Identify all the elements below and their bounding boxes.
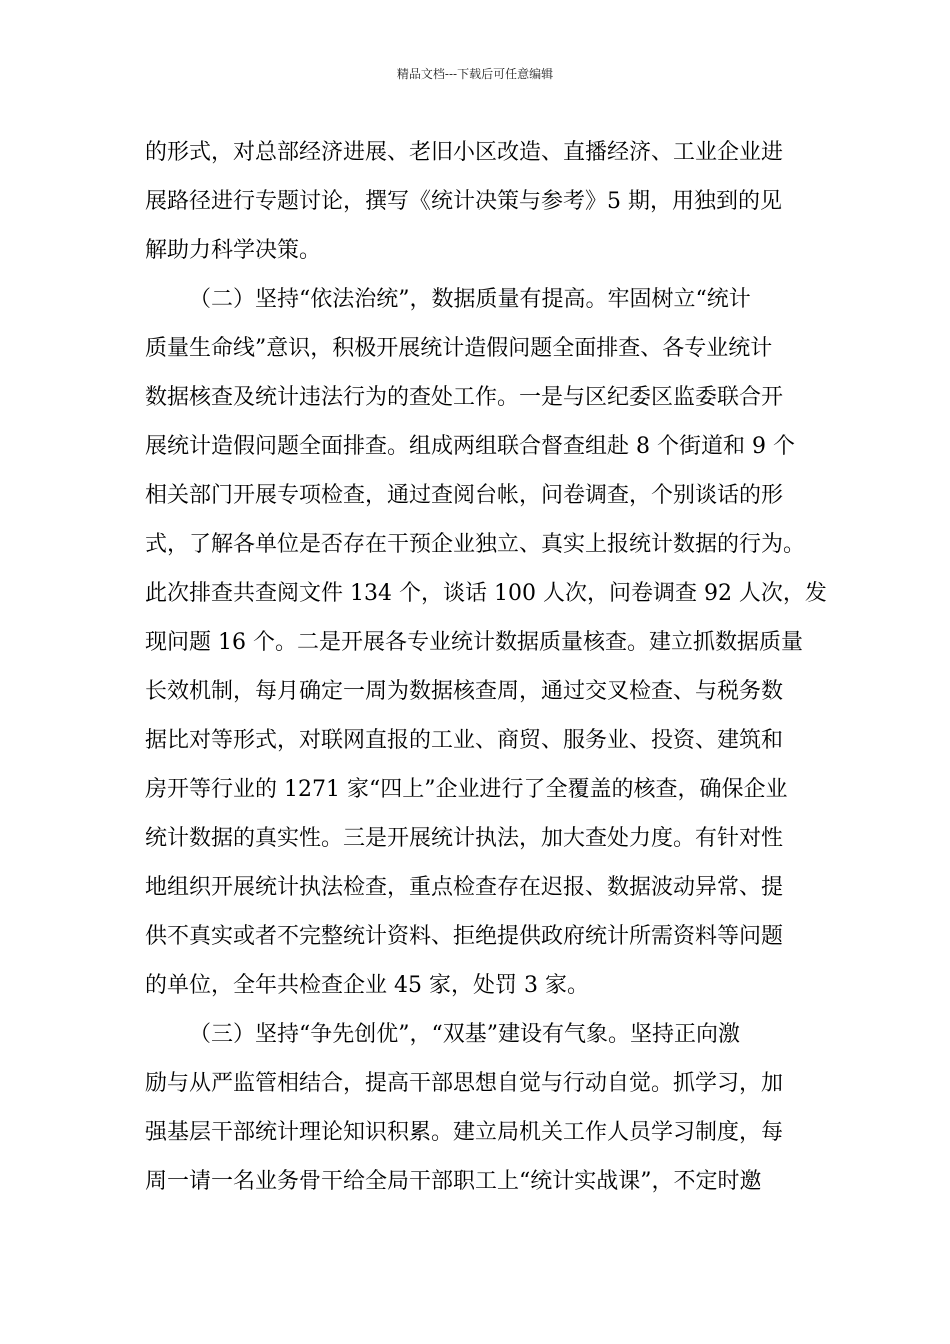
document-body [145, 128, 827, 1206]
page-header: 精品文档---下载后可任意编辑 [396, 67, 554, 81]
text-line: 的单位，全年共检查企业 45 家，处罚 3 家。 [145, 973, 589, 998]
paragraph-3 [145, 1010, 810, 1206]
text-line: 周一请一名业务骨干给全局干部职工上“统计实战课”，不定时邀 [145, 1169, 762, 1194]
text-line: 地组织开展统计执法检查，重点检查存在迟报、数据波动异常、提 [145, 875, 784, 900]
paragraph-2 [145, 275, 827, 1010]
text-line: 此次排查共查阅文件 134 个，谈话 100 人次，问卷调查 92 人次，发 [145, 581, 827, 606]
text-line: 据比对等形式，对联网直报的工业、商贸、服务业、投资、建筑和 [145, 728, 784, 753]
text-line: 长效机制，每月确定一周为数据核查周，通过交叉检查、与税务数 [145, 679, 784, 704]
text-line: （二）坚持“依法治统”，数据质量有提高。牢固树立“统计 [189, 287, 751, 312]
text-line: （三）坚持“争先创优”，“双基”建设有气象。坚持正向激 [189, 1022, 740, 1047]
text-line: 供不真实或者不完整统计资料、拒绝提供政府统计所需资料等问题 [145, 924, 784, 949]
text-line: 展统计造假问题全面排查。组成两组联合督查组赴 8 个街道和 9 个 [145, 434, 795, 459]
text-line: 式，了解各单位是否存在干预企业独立、真实上报统计数据的行为。 [145, 532, 806, 557]
paragraph-1 [145, 128, 810, 275]
text-line: 数据核查及统计违法行为的查处工作。一是与区纪委区监委联合开 [145, 385, 784, 410]
text-line: 展路径进行专题讨论，撰写《统计决策与参考》5 期，用独到的见 [145, 189, 782, 214]
text-line: 房开等行业的 1271 家“四上”企业进行了全覆盖的核查，确保企业 [145, 777, 788, 802]
text-line: 质量生命线”意识，积极开展统计造假问题全面排查、各专业统计 [145, 336, 773, 361]
text-line: 强基层干部统计理论知识积累。建立局机关工作人员学习制度，每 [145, 1120, 784, 1145]
text-line: 励与从严监管相结合，提高干部思想自觉与行动自觉。抓学习，加 [145, 1071, 784, 1096]
text-line: 统计数据的真实性。三是开展统计执法，加大查处力度。有针对性 [145, 826, 784, 851]
text-line: 的形式，对总部经济进展、老旧小区改造、直播经济、工业企业进 [145, 140, 784, 165]
text-line: 相关部门开展专项检查，通过查阅台帐，问卷调查，个别谈话的形 [145, 483, 784, 508]
text-line: 解助力科学决策。 [145, 238, 322, 263]
text-line: 现问题 16 个。二是开展各专业统计数据质量核查。建立抓数据质量 [145, 630, 803, 655]
